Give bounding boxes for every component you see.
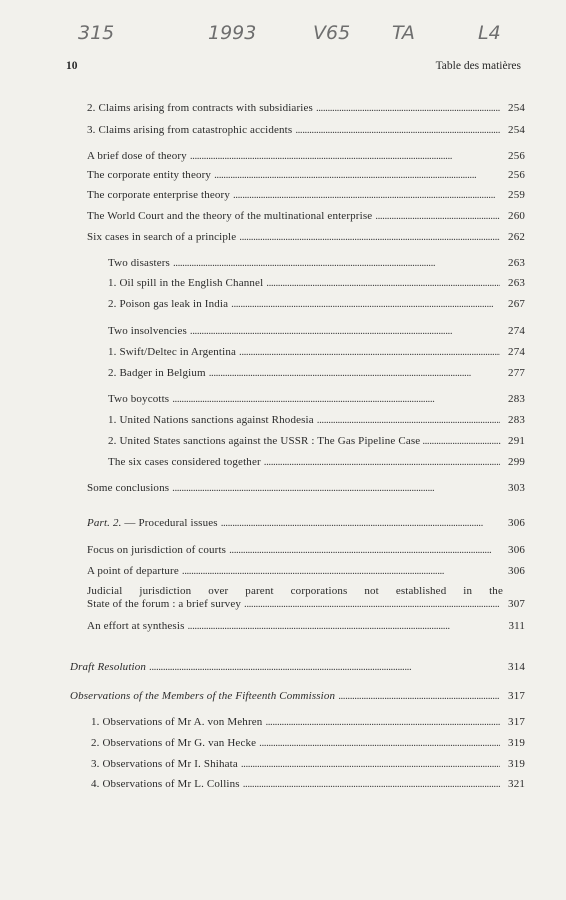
dot-leader bbox=[188, 620, 501, 632]
toc-entry-page: 319 bbox=[508, 737, 525, 749]
toc-entry[interactable] bbox=[87, 620, 525, 632]
toc-entry-title: 2. United States sanctions against the USSR : The Gas Pipeline Case bbox=[108, 435, 421, 447]
toc-entry-title: State of the forum : a brief survey bbox=[87, 598, 242, 610]
dot-leader bbox=[264, 456, 500, 468]
toc-entry-title: 3. Observations of Mr I. Shihata bbox=[91, 758, 238, 770]
toc-entry-page: 263 bbox=[508, 257, 525, 269]
toc-entry-page: 314 bbox=[508, 661, 525, 673]
toc-entry-title: 2. Observations of Mr G. van Hecke bbox=[91, 737, 257, 749]
toc-entry-title: Some conclusions bbox=[87, 482, 170, 494]
toc-entry-title: Draft Resolution bbox=[70, 661, 147, 673]
toc-entry[interactable] bbox=[70, 661, 525, 673]
toc-entry-title: 2. Claims arising from contracts with subsidiaries bbox=[87, 102, 313, 114]
toc-entry-title: A point of departure bbox=[87, 565, 179, 577]
dot-leader bbox=[239, 231, 500, 243]
toc-entry-page: 307 bbox=[508, 598, 525, 610]
toc-entry[interactable] bbox=[91, 737, 525, 749]
toc-entry[interactable] bbox=[87, 231, 525, 243]
toc-entry[interactable] bbox=[108, 414, 525, 426]
dot-leader bbox=[295, 124, 500, 136]
toc-entry-title: An effort at synthesis bbox=[87, 620, 185, 632]
toc-entry[interactable] bbox=[87, 482, 525, 494]
toc-entry-title: Two disasters bbox=[108, 257, 170, 269]
toc-entry[interactable] bbox=[108, 435, 525, 447]
handwritten-note: 1993 bbox=[208, 22, 257, 44]
dot-leader bbox=[209, 367, 500, 379]
toc-entry-title: Focus on jurisdiction of courts bbox=[87, 544, 227, 556]
part-label: Part. 2. bbox=[87, 517, 122, 529]
page-number: 10 bbox=[66, 60, 78, 72]
toc-entry-page: 267 bbox=[508, 298, 525, 310]
toc-entry-page: 277 bbox=[508, 367, 525, 379]
toc-entry[interactable] bbox=[87, 585, 503, 597]
dot-leader bbox=[172, 482, 500, 494]
toc-entry-page: 274 bbox=[508, 346, 525, 358]
toc-entry-page: 256 bbox=[508, 150, 525, 162]
toc-entry-title: Observations of the Members of the Fifteenth Commission bbox=[70, 690, 336, 702]
toc-entry[interactable] bbox=[108, 277, 525, 289]
toc-entry[interactable] bbox=[108, 456, 525, 468]
dot-leader bbox=[173, 257, 500, 269]
toc-entry-page: 262 bbox=[508, 231, 525, 243]
toc-entry-page: 299 bbox=[508, 456, 525, 468]
dot-leader bbox=[243, 778, 500, 790]
toc-entry-title: 2. Poison gas leak in India bbox=[108, 298, 229, 310]
dot-leader bbox=[172, 393, 500, 405]
toc-entry-page: 254 bbox=[508, 102, 525, 114]
toc-entry-title: 3. Claims arising from catastrophic accidents bbox=[87, 124, 293, 136]
dot-leader bbox=[338, 690, 500, 702]
toc-entry-page: 274 bbox=[508, 325, 525, 337]
dot-leader bbox=[221, 517, 500, 529]
dot-leader bbox=[233, 189, 500, 201]
toc-entry-page: 317 bbox=[508, 716, 525, 728]
toc-entry[interactable] bbox=[87, 102, 525, 114]
toc-entry-page: 256 bbox=[508, 169, 525, 181]
toc-entry[interactable] bbox=[91, 716, 525, 728]
dot-leader bbox=[259, 737, 500, 749]
toc-entry[interactable] bbox=[87, 124, 525, 136]
dot-leader bbox=[149, 661, 500, 673]
toc-entry-title: Two insolvencies bbox=[108, 325, 187, 337]
toc-entry[interactable] bbox=[87, 150, 525, 162]
toc-entry-page: 254 bbox=[508, 124, 525, 136]
handwritten-shelfmark bbox=[0, 14, 566, 50]
dot-leader bbox=[214, 169, 500, 181]
toc-entry-page: 291 bbox=[508, 435, 525, 447]
toc-entry-title: A brief dose of theory bbox=[87, 150, 187, 162]
dot-leader bbox=[316, 102, 500, 114]
toc-entry[interactable] bbox=[108, 257, 525, 269]
toc-entry[interactable] bbox=[91, 778, 525, 790]
toc-entry-title: The corporate entity theory bbox=[87, 169, 212, 181]
dot-leader bbox=[231, 298, 500, 310]
toc-entry-page: 303 bbox=[508, 482, 525, 494]
toc-entry[interactable] bbox=[87, 517, 525, 529]
part-title: — Procedural issues bbox=[124, 517, 218, 529]
running-title: Table des matières bbox=[435, 60, 521, 72]
toc-entry[interactable] bbox=[108, 325, 525, 337]
toc-entry-title: The six cases considered together bbox=[108, 456, 261, 468]
toc-entry-page: 306 bbox=[508, 544, 525, 556]
toc-entry-continuation[interactable] bbox=[87, 598, 525, 610]
dot-leader bbox=[422, 435, 501, 447]
dot-leader bbox=[317, 414, 500, 426]
toc-entry-page: 321 bbox=[508, 778, 525, 790]
handwritten-note: V65 bbox=[313, 22, 351, 44]
toc-entry-page: 311 bbox=[508, 620, 525, 632]
toc-entry[interactable] bbox=[108, 346, 525, 358]
handwritten-note: L4 bbox=[478, 22, 501, 44]
toc-entry-page: 260 bbox=[508, 210, 525, 222]
dot-leader bbox=[239, 346, 500, 358]
toc-entry[interactable] bbox=[87, 544, 525, 556]
toc-entry[interactable] bbox=[70, 690, 525, 702]
toc-entry-page: 263 bbox=[508, 277, 525, 289]
toc-entry-page: 319 bbox=[508, 758, 525, 770]
toc-entry[interactable] bbox=[108, 393, 525, 405]
dot-leader bbox=[241, 758, 500, 770]
toc-entry[interactable] bbox=[87, 210, 525, 222]
dot-leader bbox=[190, 325, 500, 337]
page-header bbox=[0, 60, 566, 76]
toc-entry-title: Six cases in search of a principle bbox=[87, 231, 237, 243]
toc-entry-title bbox=[87, 517, 218, 529]
handwritten-note: TA bbox=[392, 22, 415, 44]
toc-entry-page: 317 bbox=[508, 690, 525, 702]
dot-leader bbox=[244, 598, 500, 610]
dot-leader bbox=[265, 716, 500, 728]
toc-entry-title: 2. Badger in Belgium bbox=[108, 367, 206, 379]
dot-leader bbox=[190, 150, 500, 162]
toc-entry-page: 306 bbox=[508, 565, 525, 577]
toc-entry-page: 283 bbox=[508, 414, 525, 426]
toc-entry-title: Two boycotts bbox=[108, 393, 170, 405]
toc-entry[interactable] bbox=[108, 298, 525, 310]
toc-entry[interactable] bbox=[108, 367, 525, 379]
toc-entry-title-line1: Judicial jurisdiction over parent corporations not established in the bbox=[87, 585, 503, 597]
toc-entry[interactable] bbox=[91, 758, 525, 770]
toc-entry-page: 306 bbox=[508, 517, 525, 529]
toc-entry-title: The corporate enterprise theory bbox=[87, 189, 230, 201]
dot-leader bbox=[266, 277, 500, 289]
toc-entry-title: 1. Observations of Mr A. von Mehren bbox=[91, 716, 263, 728]
toc-entry-title: 1. Oil spill in the English Channel bbox=[108, 277, 264, 289]
toc-entry[interactable] bbox=[87, 565, 525, 577]
toc-entry-title: 1. Swift/Deltec in Argentina bbox=[108, 346, 237, 358]
dot-leader bbox=[375, 210, 500, 222]
dot-leader bbox=[182, 565, 500, 577]
toc-entry-title: 4. Observations of Mr L. Collins bbox=[91, 778, 240, 790]
toc-entry-page: 283 bbox=[508, 393, 525, 405]
dot-leader bbox=[229, 544, 500, 556]
toc-entry-title: The World Court and the theory of the multinational enterprise bbox=[87, 210, 373, 222]
toc-entry-page: 259 bbox=[508, 189, 525, 201]
handwritten-note: 315 bbox=[78, 22, 115, 44]
toc-entry-title: 1. United Nations sanctions against Rhodesia bbox=[108, 414, 314, 426]
toc-entry[interactable] bbox=[87, 169, 525, 181]
toc-entry[interactable] bbox=[87, 189, 525, 201]
